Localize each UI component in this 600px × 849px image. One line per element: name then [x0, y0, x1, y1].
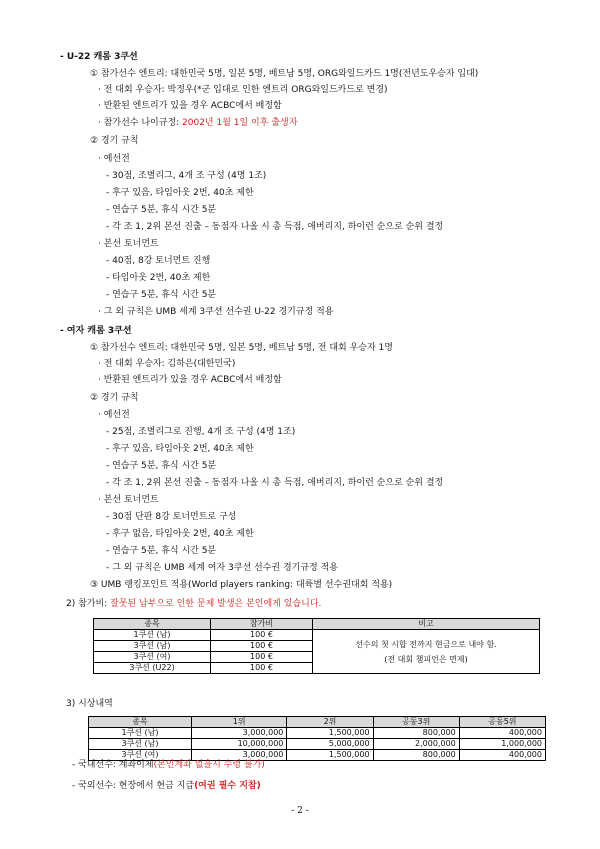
women-main-heading: · 본선 토너먼트 [98, 495, 159, 505]
women-main-2: - 후구 없음, 타임아웃 2번, 40초 제한 [106, 529, 254, 539]
u22-main-1: - 40점, 8강 토너먼트 진행 [106, 256, 211, 266]
prize-1st: 3,000,000 [192, 750, 287, 761]
table-row [89, 739, 546, 750]
u22-prev-winner: · 전 대회 우승자: 박정우(*군 입대로 인한 엔트리 ORG와일드카드로 변경) [98, 85, 388, 95]
prize-header-2nd: 2위 [287, 717, 373, 728]
fee-event: 3쿠션 (U22) [94, 663, 211, 674]
women-ranking-points: ③ UMB 랭킹포인트 적용(World players ranking: 대륙별 선수권대회 적용) [90, 580, 393, 590]
prize-event: 3쿠션 (여) [89, 750, 192, 761]
u22-main-2: - 타임아웃 2번, 40초 제한 [106, 273, 211, 283]
fee-warning: 잘못된 납부으로 인한 문제 발생은 본인에게 있습니다. [110, 599, 322, 609]
women-prelim-4: - 각 조 1, 2위 본선 진출 – 동점자 나올 시 총 득점, 애버리지, 하이런 순으로 순위 결정 [106, 478, 444, 488]
fee-amount: 100 € [211, 630, 313, 641]
u22-prelim-heading: · 예선전 [98, 154, 130, 164]
fee-event: 3쿠션 (남) [94, 641, 211, 652]
fee-amount: 100 € [211, 652, 313, 663]
prize-3rd: 800,000 [373, 728, 459, 739]
fee-amount: 100 € [211, 641, 313, 652]
prize-5th: 400,000 [459, 728, 545, 739]
women-entry: ① 참가선수 엔트리: 대한민국 5명, 일본 5명, 베트남 5명, 전 대회 우승자 1명 [90, 343, 393, 353]
women-main-1: - 30점 단판 8강 토너먼트로 구성 [106, 512, 237, 522]
u22-rules-heading: ② 경기 규칙 [90, 136, 139, 146]
prize-table [88, 716, 546, 761]
women-prelim-2: - 후구 있음, 타임아웃 2번, 40초 제한 [106, 444, 254, 454]
prize-3rd: 2,000,000 [373, 739, 459, 750]
prize-event: 1쿠션 (남) [89, 728, 192, 739]
prize-header-5th: 공동5위 [459, 717, 545, 728]
section-u22-title: - U-22 캐롬 3쿠션 [60, 52, 138, 62]
prize-header-event: 종목 [89, 717, 192, 728]
u22-prelim-3: - 연습구 5분, 휴식 시간 5분 [106, 205, 217, 215]
prize-domestic: - 국내선수: 계좌이체(본인계좌 없을시 수령 불가) [72, 760, 265, 770]
u22-age-rule-highlight: 2002년 1월 1일 이후 출생자 [182, 118, 298, 128]
prize-header-row [89, 717, 546, 728]
women-prelim-1: - 25점, 조별리그로 진행, 4개 조 구성 (4명 1조) [106, 427, 296, 437]
prize-5th: 1,000,000 [459, 739, 545, 750]
u22-other-rules: · 그 외 규칙은 UMB 세계 3쿠션 선수권 U-22 경기규정 적용 [98, 307, 334, 317]
table-row [94, 630, 540, 641]
prize-2nd: 1,500,000 [287, 750, 373, 761]
fee-note-cell [313, 630, 540, 674]
fee-header-note: 비고 [313, 619, 540, 630]
page-number: - 2 - [291, 806, 309, 816]
fee-title: 2) 참가비: 잘못된 납부으로 인한 문제 발생은 본인에게 있습니다. [66, 599, 322, 609]
table-row [89, 728, 546, 739]
prize-event: 3쿠션 (남) [89, 739, 192, 750]
prize-foreign-note: (여권 필수 지참) [194, 781, 261, 791]
u22-main-3: - 연습구 5분, 휴식 시간 5분 [106, 290, 217, 300]
fee-note-2: (전 대회 챔피언은 면제) [384, 654, 468, 664]
u22-prelim-2: - 후구 있음, 타임아웃 2번, 40초 제한 [106, 188, 254, 198]
fee-header-row [94, 619, 540, 630]
prize-1st: 10,000,000 [192, 739, 287, 750]
women-main-4: - 그 외 규칙은 UMB 세계 여자 3쿠션 선수권 경기규정 적용 [106, 563, 338, 573]
u22-entry: ① 참가선수 엔트리: 대한민국 5명, 일본 5명, 베트남 5명, ORG와일드카드 1명(전년도우승자 입대) [90, 69, 479, 79]
prize-header-3rd: 공동3위 [373, 717, 459, 728]
fee-amount: 100 € [211, 663, 313, 674]
prize-header-1st: 1위 [192, 717, 287, 728]
u22-main-heading: · 본선 토너먼트 [98, 239, 159, 249]
women-prelim-heading: · 예선전 [98, 410, 130, 420]
u22-prelim-1: - 30점, 조별리그, 4개 조 구성 (4명 1조) [106, 171, 267, 181]
fee-note-1: 선수의 첫 시합 전까지 현금으로 내야 함. [355, 639, 497, 649]
prize-3rd: 800,000 [373, 750, 459, 761]
prize-foreign: - 국외선수: 현장에서 현금 지급(여권 필수 지참) [72, 781, 261, 791]
fee-header-amount: 참가비 [211, 619, 313, 630]
u22-age-rule: · 참가선수 나이규정: 2002년 1월 1일 이후 출생자 [98, 118, 298, 128]
section-women-title: - 여자 캐롬 3쿠션 [60, 326, 132, 336]
u22-returned-entry: · 반환된 엔트리가 있을 경우 ACBC에서 배정함 [98, 101, 282, 111]
women-prelim-3: - 연습구 5분, 휴식 시간 5분 [106, 461, 217, 471]
prize-1st: 3,000,000 [192, 728, 287, 739]
prize-domestic-note: (본인계좌 없을시 수령 불가) [153, 760, 265, 770]
women-rules-heading: ② 경기 규칙 [90, 393, 139, 403]
prize-2nd: 1,500,000 [287, 728, 373, 739]
women-main-3: - 연습구 5분, 휴식 시간 5분 [106, 546, 217, 556]
prize-5th: 400,000 [459, 750, 545, 761]
fee-event: 1쿠션 (남) [94, 630, 211, 641]
fee-table [93, 618, 540, 674]
prize-2nd: 5,000,000 [287, 739, 373, 750]
prize-title: 3) 시상내역 [66, 699, 113, 709]
fee-event: 3쿠션 (여) [94, 652, 211, 663]
women-returned-entry: · 반환된 엔트리가 있을 경우 ACBC에서 배정함 [98, 375, 282, 385]
fee-header-event: 종목 [94, 619, 211, 630]
women-prev-winner: · 전 대회 우승자: 김하은(대한민국) [98, 359, 236, 369]
u22-prelim-4: - 각 조 1, 2위 본선 진출 – 동점자 나올 시 총 득점, 애버리지, 하이런 순으로 순위 결정 [106, 222, 444, 232]
